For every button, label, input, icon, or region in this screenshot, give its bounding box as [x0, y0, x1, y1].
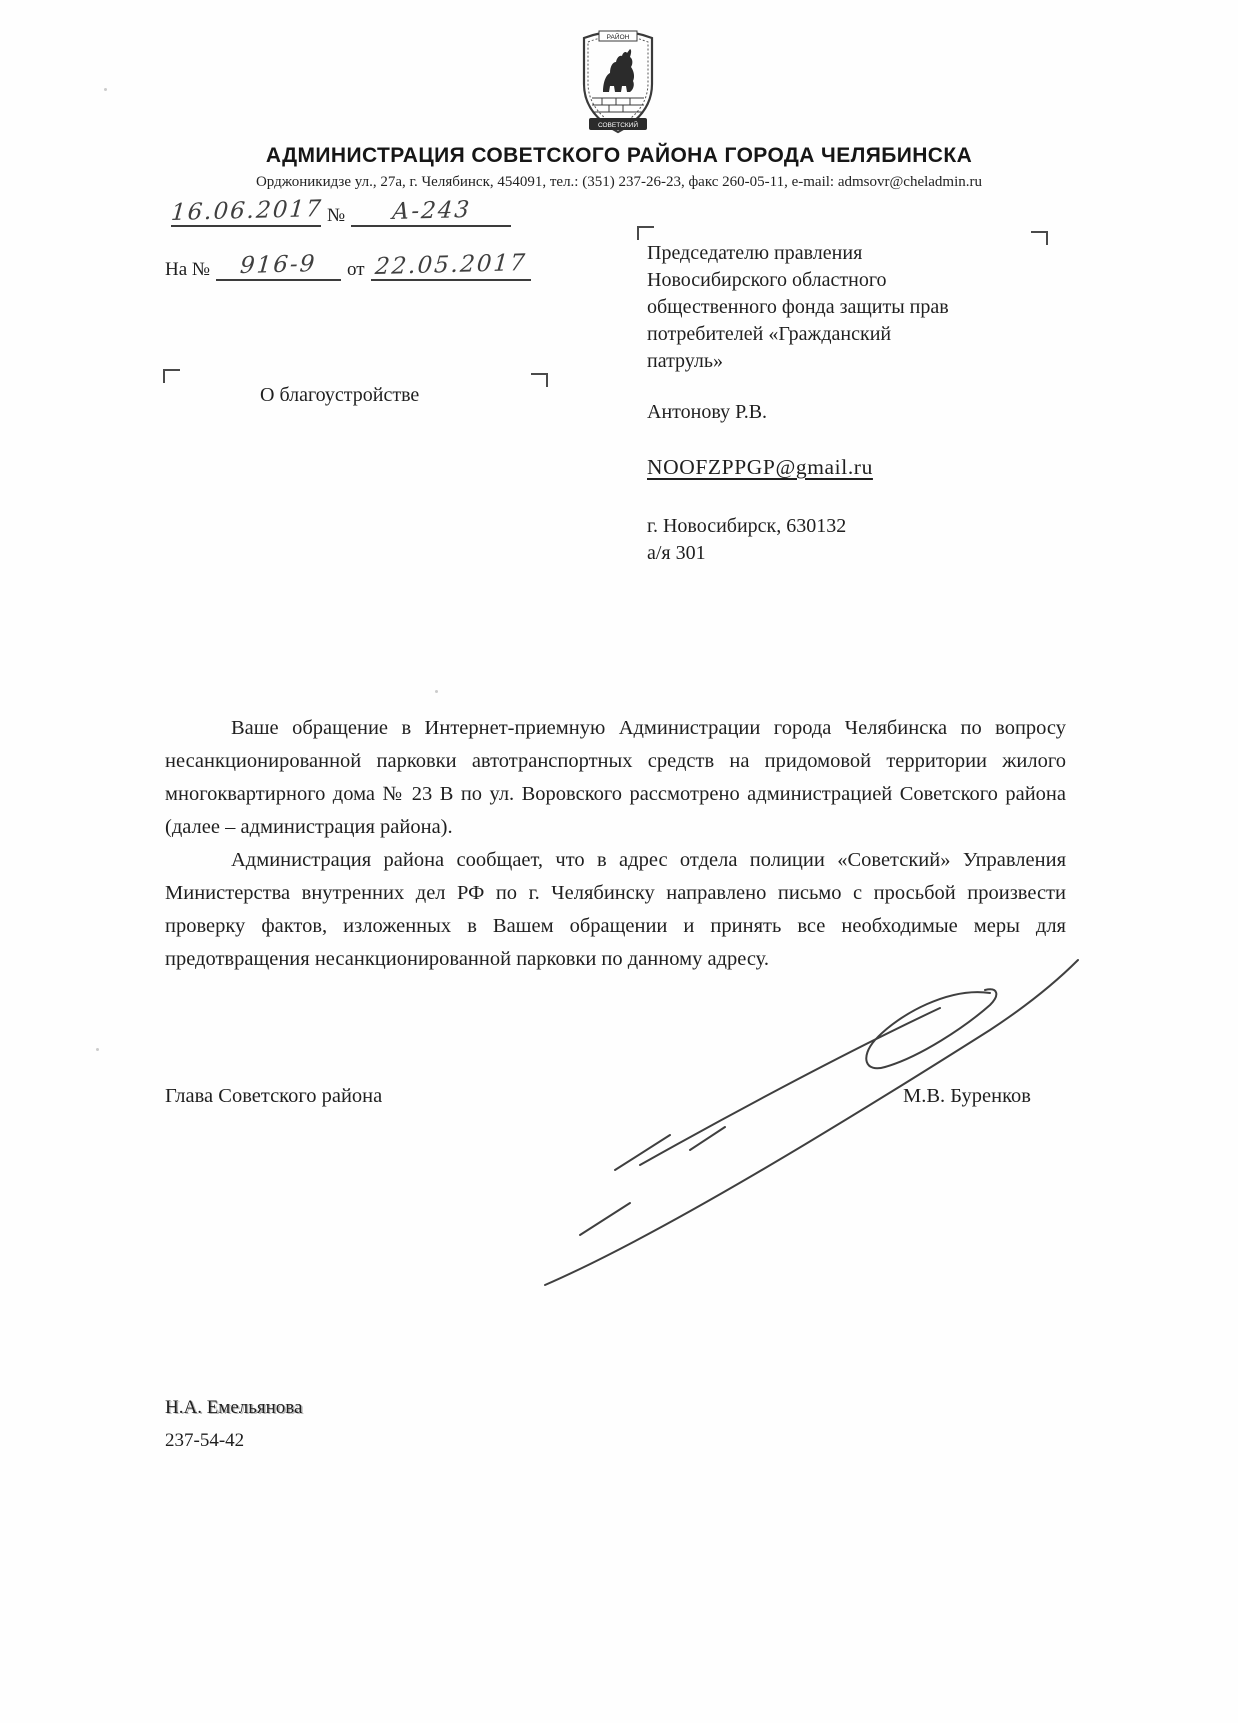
- outgoing-reference-line: [165, 195, 517, 227]
- addressee-line: общественного фонда защиты прав: [647, 296, 949, 318]
- scan-artifact: [435, 690, 438, 693]
- coat-of-arms-emblem: [572, 22, 664, 138]
- addressee-line: Председателю правления: [647, 242, 863, 264]
- emblem-bottom-ribbon-text: СОВЕТСКИЙ: [597, 122, 639, 129]
- body-paragraph-2: Администрация района сообщает, что в адрес отдела полиции «Советский» Управления Министерства внутренних дел РФ по г. Челябинску направлено письмо с просьбой произвести проверку фактов, изложенных в Вашем обращении и принять все необходимые меры для предотвращения несанкционированной парковки по данному адресу.: [165, 849, 1066, 970]
- letter-subject: О благоустройстве: [260, 384, 420, 406]
- camel-silhouette: [603, 49, 634, 92]
- incoming-number-field: [216, 252, 341, 281]
- addressee-line: Новосибирского областного: [647, 269, 887, 291]
- addressee-email: NOOFZPPGP@gmail.ru: [647, 455, 873, 479]
- addressee-line: патруль»: [647, 350, 724, 372]
- on-number-label: На №: [165, 259, 211, 280]
- wall-pattern: [592, 98, 644, 112]
- executor-phone: 237-54-42: [165, 1430, 245, 1451]
- signer-name: М.В. Буренков: [903, 1085, 1031, 1107]
- signature-scribble-icon: [520, 935, 1080, 1305]
- outgoing-number-field: [351, 198, 511, 227]
- addressee-line: потребителей «Гражданский: [647, 323, 892, 345]
- subject-corner-left-mark: [163, 369, 180, 383]
- letter-body: [165, 712, 1066, 976]
- from-label: от: [347, 259, 365, 280]
- outgoing-date-handwritten: 16.06.2017: [170, 195, 324, 227]
- signer-title: Глава Советского района: [165, 1085, 383, 1107]
- executor-name: Н.А. Емельянова: [165, 1397, 303, 1418]
- incoming-reference-line: [165, 249, 537, 281]
- addressee-po-box: а/я 301: [647, 542, 706, 564]
- addressee-city: г. Новосибирск, 630132: [647, 515, 847, 537]
- addressee-corner-left-mark: [637, 226, 654, 240]
- coat-of-arms-icon: [572, 22, 664, 138]
- incoming-date-handwritten: 22.05.2017: [373, 249, 528, 281]
- outgoing-date-field: [170, 195, 324, 227]
- addressee-person: Антонову Р.В.: [647, 401, 768, 423]
- organization-name: АДМИНИСТРАЦИЯ СОВЕТСКОГО РАЙОНА ГОРОДА ЧЕЛЯБИНСКА: [265, 144, 973, 167]
- addressee-block: [647, 240, 1067, 567]
- subject-corner-right-mark: [531, 373, 548, 387]
- letterhead-contact-line: Орджоникидзе ул., 27а, г. Челябинск, 454091, тел.: (351) 237-26-23, факс 260-05-11, e-mail: admsovr@cheladmin.ru: [255, 174, 983, 190]
- incoming-date-field: [371, 249, 531, 281]
- scan-artifact: [104, 88, 107, 91]
- incoming-number-handwritten: 916-9: [239, 250, 318, 280]
- body-paragraph-1: Ваше обращение в Интернет-приемную Администрации города Челябинска по вопросу несанкционированной парковки автотранспортных средств на придомовой территории жилого многоквартирного дома № 23 В по ул. Воровского рассмотрено администрацией Советского района (далее – администрация района).: [165, 717, 1066, 838]
- emblem-top-ribbon-text: РАЙОН: [606, 34, 630, 41]
- outgoing-number-handwritten: А-243: [390, 196, 472, 226]
- number-sign-label: №: [327, 205, 346, 226]
- scan-artifact: [96, 1048, 99, 1051]
